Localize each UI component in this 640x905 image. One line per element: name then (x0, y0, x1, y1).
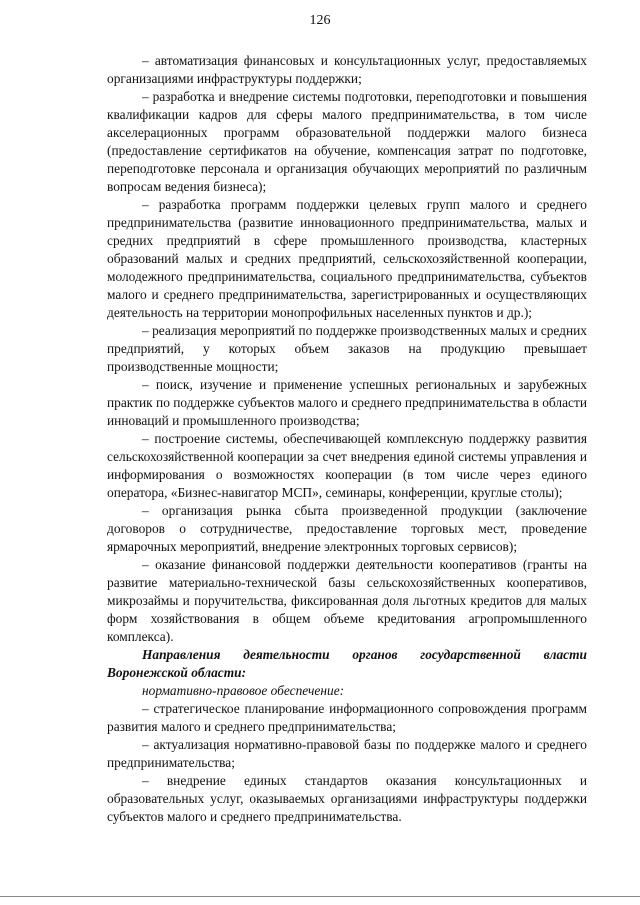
list-item: – разработка и внедрение системы подготовки, переподготовки и повышения квалификации кадров для сферы малого предпринимательства, в том числе акселерационных программ образовательной поддержки малого бизнеса (предоставление сертификатов на обучение, компенсация затрат по подготовке, переподготовке персонала и организация обучающих мероприятий по различным вопросам ведения бизнеса); (107, 89, 587, 194)
page-bottom-divider (0, 896, 640, 897)
list-item: – автоматизация финансовых и консультационных услуг, предоставляемых организациями инфраструктуры поддержки; (107, 53, 587, 86)
document-body (107, 52, 587, 826)
list-item: – оказание финансовой поддержки деятельности кооперативов (гранты на развитие материально-технической базы сельскохозяйственных кооперативов, микрозаймы и поручительства, фиксированная доля льготных кредитов для малых форм хозяйствования в общем объеме кредитования агропромышленного комплекса). (107, 557, 587, 644)
list-item: – построение системы, обеспечивающей комплексную поддержку развития сельскохозяйственной кооперации за счет внедрения единой системы управления и информирования о возможностях кооперации (в том числе через единого оператора, «Бизнес-навигатор МСП», семинары, конференции, круглые столы); (107, 431, 587, 500)
page-number: 126 (309, 13, 331, 28)
list-item: – реализация мероприятий по поддержке производственных малых и средних предприятий, у которых объем заказов на продукцию превышает производственные мощности; (107, 323, 587, 374)
list-item: – поиск, изучение и применение успешных региональных и зарубежных практик по поддержке субъектов малого и среднего предпринимательства в области инноваций и промышленного производства; (107, 377, 587, 428)
list-item: – организация рынка сбыта произведенной продукции (заключение договоров о сотрудничестве, предоставление торговых мест, проведение ярмарочных мероприятий, внедрение электронных торговых сервисов); (107, 503, 587, 554)
section-heading: Направления деятельности органов государственной власти Воронежской области: (107, 647, 587, 680)
section-subheading: нормативно-правовое обеспечение: (142, 683, 345, 698)
list-item: – внедрение единых стандартов оказания консультационных и образовательных услуг, оказываемых организациями инфраструктуры поддержки субъектов малого и среднего предпринимательства. (107, 773, 587, 824)
list-item: – разработка программ поддержки целевых групп малого и среднего предпринимательства (развитие инновационного предпринимательства, малых и средних предприятий в сфере промышленного производства, кластерных образований малых и средних предприятий, сельскохозяйственной кооперации, молодежного предпринимательства, социального предпринимательства, субъектов малого и среднего предпринимательства, зарегистрированных и осуществляющих деятельность на территории монопрофильных населенных пунктов и др.); (107, 197, 587, 320)
list-item: – стратегическое планирование информационного сопровождения программ развития малого и среднего предпринимательства; (107, 701, 587, 734)
list-item: – актуализация нормативно-правовой базы по поддержке малого и среднего предпринимательства; (107, 737, 587, 770)
